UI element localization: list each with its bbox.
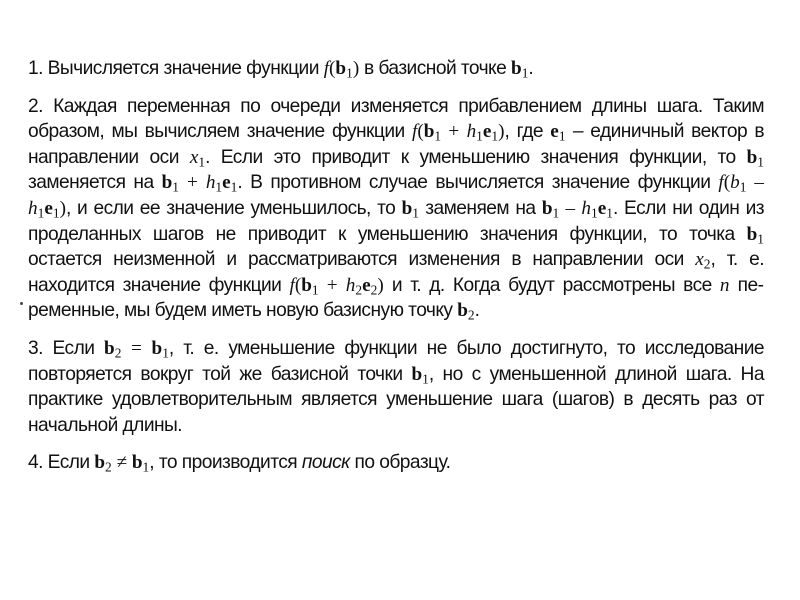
math-fragment: 1 — [215, 179, 223, 195]
text-fragment: заменяем на — [418, 197, 542, 219]
math-fragment: + — [318, 274, 346, 296]
text-fragment: , и если ее значение уменьшилось, то — [65, 197, 402, 219]
text-fragment: в базисной точке — [359, 58, 512, 79]
math-fragment: b — [411, 363, 423, 385]
scan-speck — [20, 302, 23, 305]
math-fragment: b — [94, 452, 106, 474]
math-fragment: e — [362, 274, 371, 296]
math-fragment: e — [597, 197, 607, 219]
math-fragment: ) — [377, 274, 384, 296]
text-fragment: по образцу. — [349, 452, 451, 474]
math-fragment: b — [104, 337, 115, 359]
text-fragment: . — [474, 300, 480, 322]
math-fragment: b — [131, 452, 143, 474]
math-fragment: 1 — [37, 205, 45, 221]
math-fragment: x — [189, 146, 199, 168]
math-fragment: 1 — [198, 154, 206, 170]
text-fragment: . В противном случае вычисляется значение функции — [237, 172, 719, 194]
paragraph-step-3 — [28, 336, 764, 438]
math-fragment: ≠ — [111, 452, 132, 474]
math-fragment: h — [28, 197, 38, 219]
math-fragment: 2 — [370, 282, 378, 298]
text-fragment: , но с уменьшенной длиной шага. На практике удовлетворительным является уменьшение шага (шагов) в десять раз от начальной длины. — [28, 363, 764, 436]
math-fragment: 1 — [52, 205, 60, 221]
paragraph-step-1 — [28, 56, 764, 82]
math-fragment: ( — [417, 121, 424, 143]
math-fragment: f — [718, 172, 724, 194]
text-fragment: , где — [504, 121, 551, 143]
math-fragment: b — [335, 58, 347, 79]
math-fragment: x — [695, 249, 704, 271]
math-fragment: 2 — [114, 345, 122, 361]
math-fragment: 1 — [591, 205, 598, 221]
math-fragment: b — [746, 146, 758, 168]
math-fragment: b — [151, 337, 163, 359]
text-fragment: . Если ни один из проделанных шагов не приводит к уменьшению значения функции, то точка — [28, 197, 765, 245]
math-fragment: 2 — [703, 256, 711, 272]
text-fragment: – единичный вектор в направлении оси — [28, 121, 765, 168]
math-fragment: 1 — [230, 179, 238, 195]
math-fragment: 1 — [311, 282, 319, 298]
text-fragment: остается неизменной и рассматриваются изменения в направлении оси — [28, 249, 696, 271]
math-fragment: поиск — [301, 452, 350, 474]
math-fragment: ( — [329, 58, 336, 79]
math-fragment: ( — [723, 172, 731, 194]
math-fragment: 1 — [552, 205, 560, 221]
math-fragment: 1 — [558, 128, 566, 144]
math-fragment: 1 — [162, 345, 169, 361]
math-fragment: 1 — [606, 205, 613, 221]
math-fragment: 2 — [467, 307, 475, 323]
math-fragment: 1 — [739, 179, 747, 195]
math-fragment: b — [401, 197, 413, 219]
math-fragment: + — [441, 121, 467, 143]
math-fragment: ) — [352, 58, 360, 79]
math-fragment: ( — [294, 274, 302, 296]
text-fragment: 1. Вычисляется значение функции — [28, 58, 324, 79]
math-fragment: f — [411, 121, 418, 143]
math-fragment: – — [559, 197, 582, 219]
math-fragment: f — [289, 274, 295, 296]
math-fragment: h — [205, 172, 216, 194]
math-fragment: e — [222, 172, 231, 194]
math-fragment: n — [719, 274, 730, 296]
text-fragment: . Если это приводит к уменьшению значения функции, то — [205, 146, 747, 168]
math-fragment: 1 — [172, 179, 179, 195]
math-fragment: 2 — [355, 282, 363, 298]
text-fragment: . — [528, 58, 534, 79]
math-fragment: 1 — [521, 65, 529, 81]
math-fragment: b — [457, 300, 468, 322]
math-fragment: ) — [498, 121, 505, 143]
math-fragment: f — [323, 58, 330, 79]
paragraph-step-4 — [28, 450, 764, 476]
math-fragment: 1 — [412, 205, 419, 221]
text-fragment: переменные, мы будем иметь новую базисную точку — [28, 274, 765, 322]
math-fragment: e — [482, 121, 492, 143]
math-fragment: b — [301, 274, 312, 296]
text-fragment: , то производится — [149, 452, 302, 474]
math-fragment: + — [178, 172, 206, 194]
text-fragment: 4. Если — [28, 452, 95, 474]
math-fragment: = — [121, 337, 152, 359]
math-fragment: b — [161, 172, 173, 194]
math-fragment: h — [581, 197, 592, 219]
math-fragment: 1 — [757, 154, 764, 170]
math-fragment: 1 — [476, 128, 483, 144]
math-fragment: 2 — [105, 459, 112, 475]
math-fragment: h — [345, 274, 356, 296]
math-fragment: e — [550, 121, 559, 143]
text-fragment: 3. Если — [28, 337, 105, 359]
math-fragment: 1 — [142, 459, 150, 475]
math-fragment: 1 — [491, 128, 499, 144]
math-fragment: b — [423, 121, 435, 143]
math-fragment: 1 — [346, 65, 353, 81]
paragraph-step-2 — [28, 94, 764, 324]
math-fragment: b — [746, 223, 758, 245]
math-fragment: b — [511, 58, 522, 79]
document-page — [28, 56, 764, 476]
text-fragment: , т. е. находится значение функции — [28, 249, 764, 296]
math-fragment: – — [746, 172, 765, 194]
math-fragment: 1 — [434, 128, 442, 144]
math-fragment: b — [730, 172, 740, 194]
math-fragment: h — [466, 121, 477, 143]
math-fragment: 1 — [757, 230, 764, 246]
text-fragment: заменяется на — [28, 172, 162, 194]
math-fragment: e — [44, 197, 53, 219]
text-fragment: 2. Каждая переменная по очереди изменяется прибавлением длины шага. Таким образом, мы вычисляем значение функции — [28, 95, 764, 143]
text-fragment: и т. д. Когда будут рассмотрены все — [383, 274, 720, 296]
math-fragment: b — [541, 197, 553, 219]
math-fragment: ) — [59, 197, 66, 219]
math-fragment: 1 — [422, 370, 429, 386]
text-fragment: , т. е. уменьшение функции не было достигнуто, то исследование повторяется вокруг той же базисной точки — [28, 337, 765, 385]
